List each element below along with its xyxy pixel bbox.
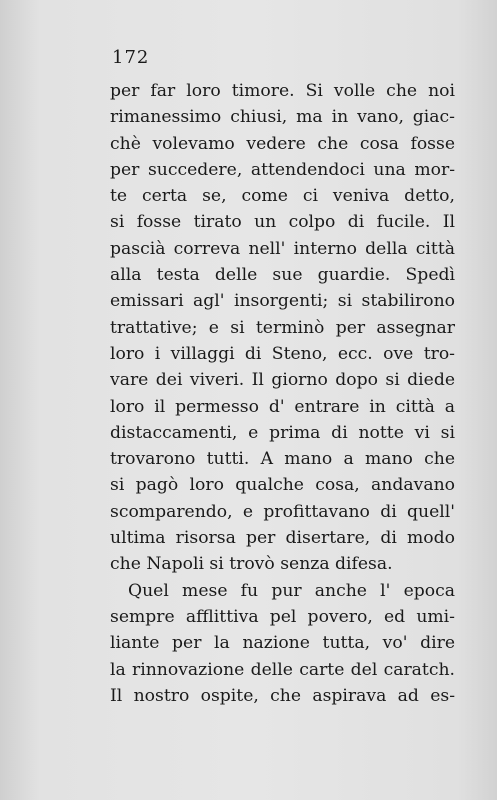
text-line: la rinnovazione delle carte del caratch. — [110, 659, 455, 680]
text-line: scomparendo, e profittavano di quell' — [110, 501, 455, 522]
text-line: distaccamenti, e prima di notte vi si — [110, 422, 455, 443]
text-line: per succedere, attendendoci una mor- — [110, 159, 455, 180]
text-line: chè volevamo vedere che cosa fosse — [110, 133, 455, 154]
paragraph-first-line: Quel mese fu pur anche l' epoca — [128, 580, 455, 601]
text-line: pascià correva nell' interno della città — [110, 238, 455, 259]
text-line: per far loro timore. Si volle che noi — [110, 81, 455, 101]
page-number: 172 — [112, 47, 150, 68]
text-line: liante per la nazione tutta, vo' dire — [110, 633, 455, 654]
text-line: vare dei viveri. Il giorno dopo si diede — [110, 370, 455, 391]
text-line: alla testa delle sue guardie. Spedì — [110, 265, 455, 286]
text-line: rimanessimo chiusi, ma in vano, giac- — [110, 107, 455, 128]
text-line: loro i villaggi di Steno, ecc. ove tro- — [110, 343, 455, 364]
text-line: te certa se, come ci veniva detto, — [110, 186, 455, 207]
text-line: emissari agl' insorgenti; si stabilirono — [110, 291, 455, 312]
text-line: che Napoli si trovò senza difesa. — [110, 554, 393, 575]
text-line: si fosse tirato un colpo di fucile. Il — [110, 212, 455, 233]
text-line: loro il permesso d' entrare in città a — [110, 396, 455, 417]
text-line: Il nostro ospite, che aspirava ad es- — [110, 685, 455, 706]
text-line: sempre afflittiva pel povero, ed umi- — [110, 606, 455, 627]
body-text — [110, 78, 455, 709]
text-line: ultima risorsa per disertare, di modo — [110, 528, 455, 549]
text-line: trattative; e si terminò per assegnar — [110, 317, 455, 338]
text-line: si pagò loro qualche cosa, andavano — [110, 475, 455, 496]
text-line: trovarono tutti. A mano a mano che — [110, 449, 455, 470]
